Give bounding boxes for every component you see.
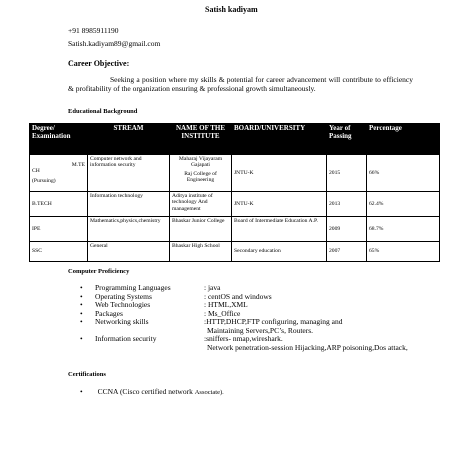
skill-label: Operating Systems — [95, 291, 152, 301]
column-header: BOARD/UNIVERSITY — [232, 124, 327, 155]
bullet-icon: • — [80, 387, 83, 396]
table-row — [30, 155, 440, 192]
percentage-cell: 62.4% — [367, 192, 440, 217]
board-cell: Board of Intermediate Education A.P. — [232, 217, 327, 242]
degree-cell: IPE — [30, 217, 88, 242]
board-cell: JNTU-K — [232, 192, 327, 217]
education-table — [29, 123, 440, 262]
table-header-row — [30, 124, 440, 155]
skill-value-continued: Maintaining Servers,PC’s, Routers. — [207, 325, 314, 335]
skill-value: : HTML,XML — [204, 300, 248, 309]
table-row — [30, 242, 440, 262]
objective-heading: Career Objective: — [68, 59, 130, 68]
skill-value: : java — [204, 283, 221, 292]
percentage-cell: 65% — [367, 242, 440, 262]
board-cell: JNTU-K — [232, 155, 327, 192]
column-header: Percentage — [367, 124, 440, 155]
skill-value: : Ms_Office — [204, 308, 241, 318]
bullet-icon: • — [80, 300, 83, 309]
skill-value: :sniffers- nmap,wireshark. — [204, 334, 283, 343]
degree-cell: M.TE CH (Pursuing) — [30, 155, 88, 192]
stream-cell: General — [88, 242, 170, 262]
skill-label: Networking skills — [95, 317, 149, 326]
percentage-cell: 68.7% — [367, 217, 440, 242]
skill-label: Packages — [95, 308, 123, 318]
table-row — [30, 217, 440, 242]
year-cell: 2013 — [327, 192, 367, 217]
skill-label: Web Technologies — [95, 300, 151, 309]
bullet-icon: • — [80, 283, 83, 292]
certification-name: CCNA (Cisco certified network — [97, 387, 193, 396]
column-header: NAME OF THE INSTITUTE — [170, 124, 232, 155]
bullet-icon: • — [80, 334, 83, 343]
skill-label: Programming Languages — [95, 283, 171, 292]
institute-cell: Aditya institute of technology And management — [170, 192, 232, 217]
institute-cell: Bhaskar Junior College — [170, 217, 232, 242]
degree-cell: B.TECH — [30, 192, 88, 217]
email-address: Satish.kadiyam89@gmail.com — [68, 39, 161, 48]
bullet-icon: • — [80, 291, 83, 301]
stream-cell: Information technology — [88, 192, 170, 217]
degree-cell: SSC — [30, 242, 88, 262]
skill-value-continued: Network penetration-session Hijacking,ARP poisoning,Dos attack, — [207, 342, 408, 352]
year-cell: 2007 — [327, 242, 367, 262]
stream-cell: Computer network and information security — [88, 155, 170, 192]
bullet-icon: • — [80, 317, 83, 326]
column-header: Year of Passing — [327, 124, 367, 155]
skill-value: : centOS and windows — [204, 291, 272, 301]
list-item — [80, 387, 224, 396]
certifications-heading: Certifications — [68, 371, 106, 378]
column-header: STREAM — [88, 124, 170, 155]
skill-value: :HTTP,DHCP,FTP configuring, managing and — [204, 317, 343, 326]
objective-text: Seeking a position where my skills & potential for career advancement will contribute to efficiency & profitability of the organization ensuring & professional growth simultaneously. — [68, 75, 413, 93]
table-row — [30, 192, 440, 217]
phone-number: +91 8985911190 — [68, 26, 119, 35]
bullet-icon: • — [80, 308, 83, 318]
year-cell: 2009 — [327, 217, 367, 242]
board-cell: Secondary education — [232, 242, 327, 262]
stream-cell: Mathematics,physics,chemistry — [88, 217, 170, 242]
column-header: Degree/ Examination — [30, 124, 88, 155]
candidate-name: Satish kadiyam — [205, 5, 258, 14]
certification-name-end: Associate). — [194, 389, 224, 396]
skill-label: Information security — [95, 334, 157, 343]
education-heading: Educational Background — [68, 108, 138, 115]
institute-cell: Maharaj Vijayaram Gajapati Raj College of Engineering — [170, 155, 232, 192]
computer-proficiency-heading: Computer Proficiency — [68, 268, 130, 275]
year-cell: 2015 — [327, 155, 367, 192]
institute-cell: Bhaskar High School — [170, 242, 232, 262]
percentage-cell: 66% — [367, 155, 440, 192]
